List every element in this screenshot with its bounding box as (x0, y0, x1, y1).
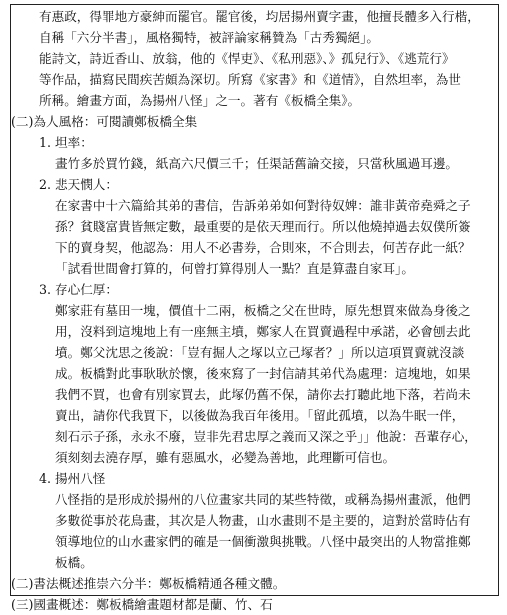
text-line: 鄭家莊有墓田一塊，價值十二兩，板橋之父在世時，原先想買來做為身後之 (55, 303, 471, 318)
text-line: 等作品，描寫民間疾苦頗為深切。所寫《家書》和《道情》，自然坦率，為世 (39, 72, 461, 87)
text-line: 板橋。 (55, 555, 93, 570)
text-line: 用，沒料到這塊地上有一座無主墳，鄭家人在買賣過程中承諾，必會刨去此 (55, 324, 471, 339)
text-line: 賣出，請你代我買下，以後做為我百年後用。「留此孤墳，以為牛眠一伴， (55, 408, 465, 423)
text-line: (二)書法概述推崇六分半：鄭板橋精通各種文體。 (11, 576, 286, 591)
text-line: 有惠政，得罪地方豪紳而罷官。罷官後，均居揚州賣字畫，他擅長體多入行楷， (39, 9, 480, 24)
text-line: 畫竹多於買竹錢，紙高六尺價三千；任渠話舊論交接，只當秋風過耳邊。 (55, 156, 458, 171)
text-line: 能詩文，詩近香山、放翁，他的《悍吏》、《私刑惡》、》孤兒行》、《逃荒行》 (39, 51, 455, 66)
text-line: 多數從事於花鳥畫，其次是人物畫，山水畫則不是主要的，這對於當時佔有 (55, 513, 471, 528)
text-line: 墳。鄭父沈思之後說：「豈有掘人之塚以立己塚者？」所以這項買賣就沒談 (55, 345, 465, 360)
text-line: 須刻刻去澆存厚，雖有惡風水，必變為善地，此理斷可信也。 (55, 450, 396, 465)
text-line: 我們不買，也會有別家買去，此塚仍舊不保，請你去打聽此地下落，若尚未 (55, 387, 471, 402)
text-line: 成。板橋對此事耿耿於懷，後來寫了一封信請其弟代為處理：這塊地，如果 (55, 366, 471, 381)
text-line: 2. 悲天憫人： (39, 177, 118, 192)
text-line: 「試看世間會打算的，何曾打算得別人一點？直是算盡自家耳」。 (55, 261, 414, 276)
text-line: (二)為人風格：可閱讀鄭板橋全集 (11, 114, 198, 129)
text-line: 領導地位的山水畫家們的確是一個衝激與挑戰。八怪中最突出的人物當推鄭 (55, 534, 471, 549)
text-line: (三)國畫概述：鄭板橋繪畫題材都是蘭、竹、石 (11, 597, 273, 612)
text-line: 所稱。繪畫方面，為揚州八怪」之一。著有《板橋全集》。 (39, 93, 361, 108)
text-line: 3. 存心仁厚： (39, 282, 118, 297)
text-line: 4. 揚州八怪 (39, 471, 106, 486)
text-line: 下的賣身契，他認為：用人不必書券，合則來，不合則去，何苦存此一紙？ (55, 240, 471, 255)
text-line: 在家書中十六篇給其弟的書信，告訴弟弟如何對待奴婢：誰非黃帝堯舜之子 (55, 198, 471, 213)
text-line: 刻石示子孫，永永不廢，豈非先君忠厚之義而又深之乎」」他說：吾輩存心， (55, 429, 477, 444)
text-line: 1. 坦率： (39, 135, 93, 150)
text-line: 孫？貧賤富貴皆無定數，最重要的是依天理而行。所以他燒掉過去奴僕所簽 (55, 219, 471, 234)
text-line: 自稱「六分半書」，風格獨特，被評論家稱贊為「古秀獨絕」。 (39, 30, 380, 45)
text-line: 八怪指的是形成於揚州的八位畫家共同的某些特徵，或稱為揚州畫派，他們 (55, 492, 471, 507)
